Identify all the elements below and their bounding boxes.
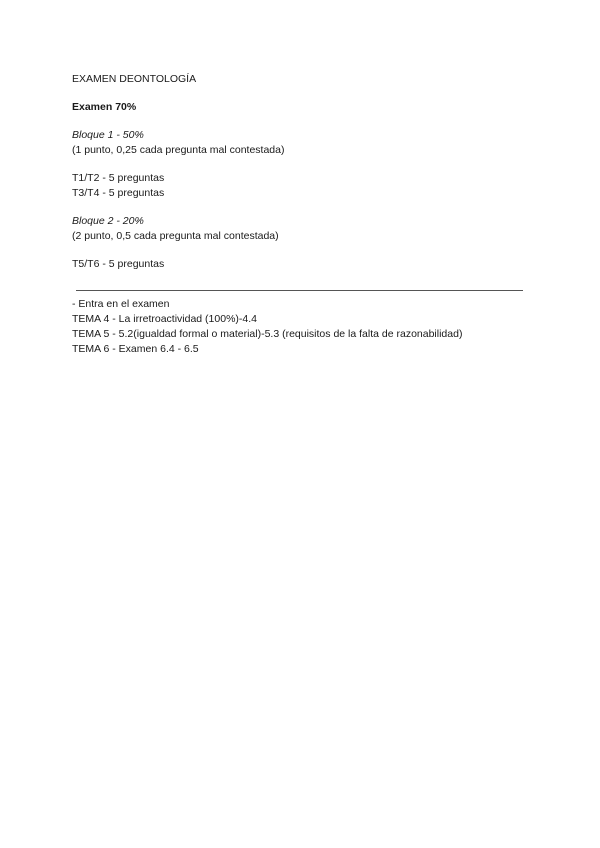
- document-title: EXAMEN DEONTOLOGÍA: [72, 73, 197, 85]
- block2-note: (2 punto, 0,5 cada pregunta mal contestada): [72, 230, 279, 242]
- block2-item: T5/T6 - 5 preguntas: [72, 258, 165, 270]
- block2-heading: Bloque 2 - 20%: [72, 215, 144, 227]
- horizontal-divider: [76, 290, 523, 291]
- block1-heading: Bloque 1 - 50%: [72, 129, 144, 141]
- note-line: TEMA 6 - Examen 6.4 - 6.5: [72, 343, 199, 355]
- note-line: TEMA 5 - 5.2(igualdad formal o material)-5.3 (requisitos de la falta de razonabilidad): [72, 328, 463, 340]
- exam-heading: Examen 70%: [72, 101, 137, 113]
- note-line: - Entra en el examen: [72, 298, 170, 310]
- block1-item: T3/T4 - 5 preguntas: [72, 187, 165, 199]
- note-line: TEMA 4 - La irretroactividad (100%)-4.4: [72, 313, 257, 325]
- block1-note: (1 punto, 0,25 cada pregunta mal contestada): [72, 144, 285, 156]
- block1-item: T1/T2 - 5 preguntas: [72, 172, 165, 184]
